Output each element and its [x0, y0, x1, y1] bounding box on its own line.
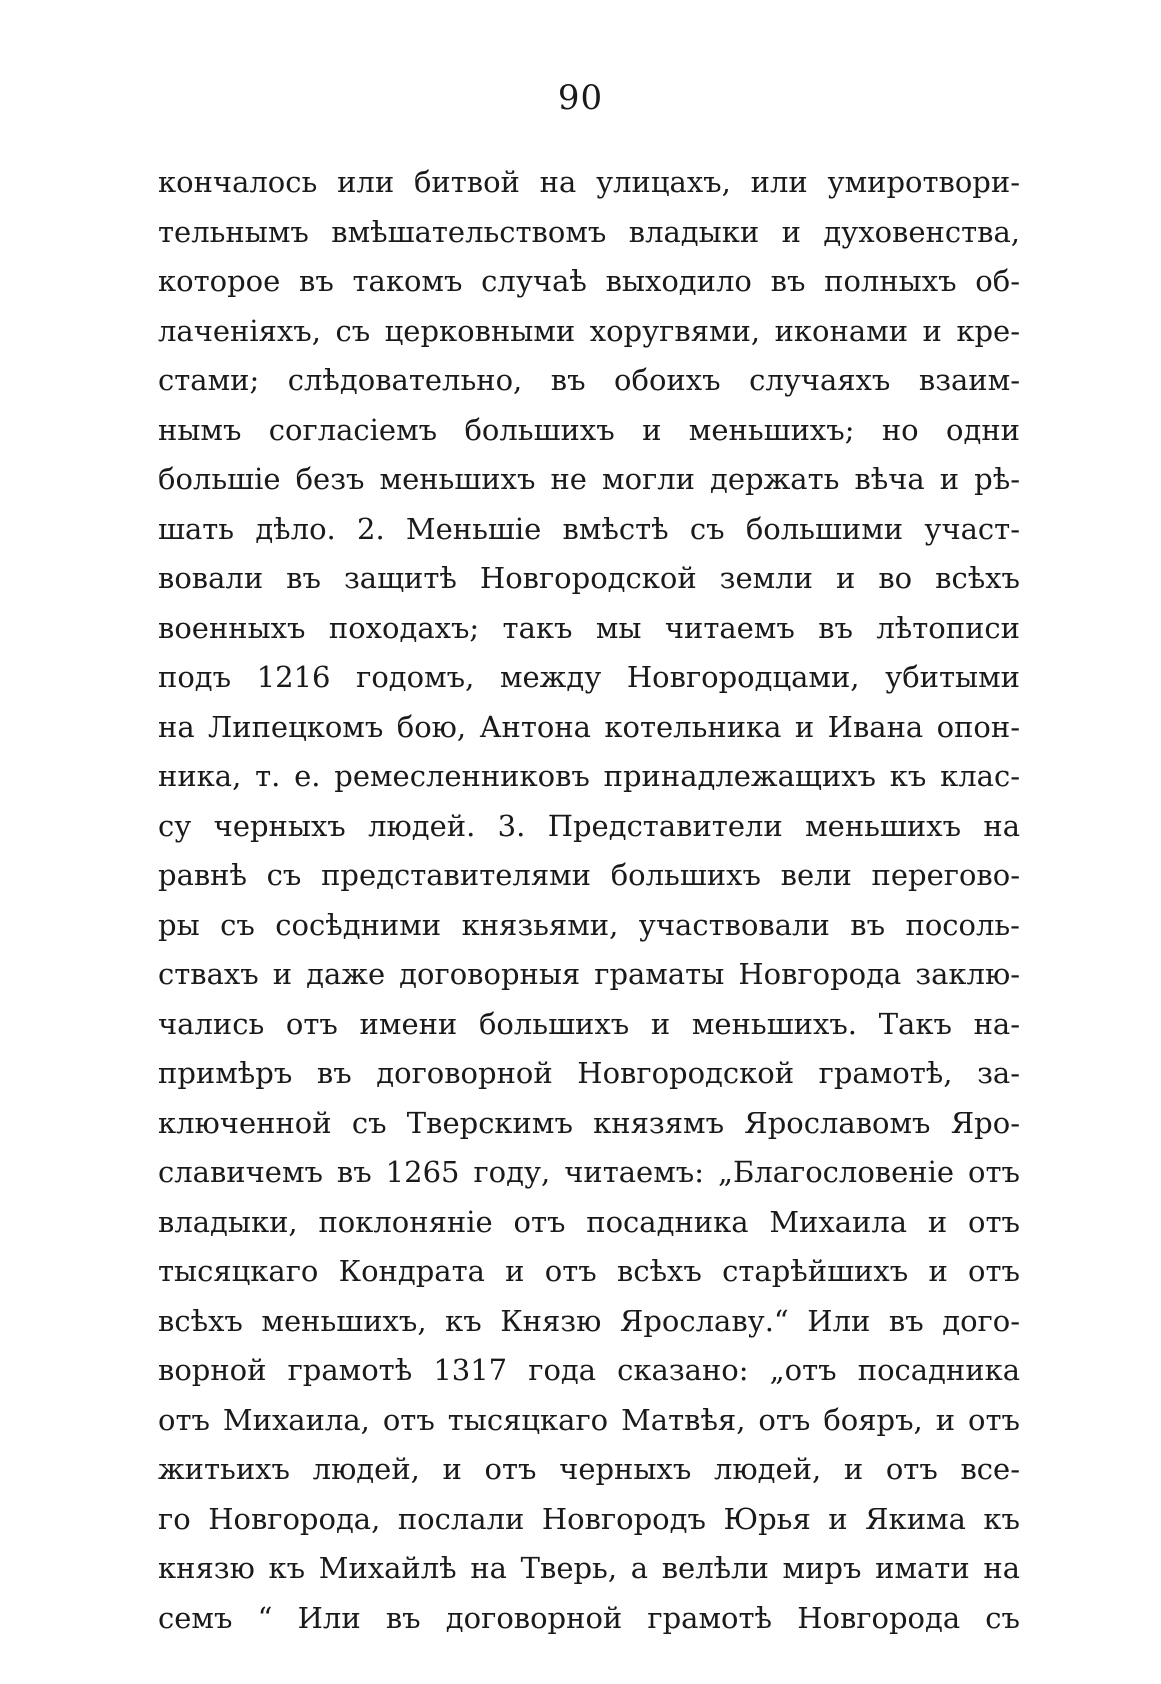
text-line: кончалось или битвой на улицахъ, или умиротвори-: [158, 165, 1020, 199]
text-line: отъ Михаила, отъ тысяцкаго Матвѣя, отъ бояръ, и отъ: [158, 1402, 1020, 1437]
text-line: семъ “ Или въ договорной грамотѣ Новгорода съ: [158, 1600, 1020, 1635]
text-line: лаченiяхъ, съ церковными хоругвями, иконами и кре-: [158, 313, 1020, 348]
text-line: житьихъ людей, и отъ черныхъ людей, и отъ все-: [158, 1452, 1020, 1486]
text-line: владыки, поклонянiе отъ посадника Михаила и отъ: [158, 1204, 1020, 1239]
text-line: го Новгорода, послали Новгородъ Юрья и Якима къ: [158, 1501, 1020, 1536]
text-line: ры съ сосѣдними князьями, участвовали въ посоль-: [158, 907, 1020, 942]
body-text: [158, 158, 1020, 1643]
text-line: на Липецкомъ бою, Антона котельника и Ивана опон-: [158, 709, 1020, 744]
text-line: которое въ такомъ случаѣ выходило въ полныхъ об-: [158, 264, 1020, 298]
text-line: примѣръ въ договорной Новгородской грамотѣ, за-: [158, 1056, 1020, 1090]
text-line: стами; слѣдовательно, въ обоихъ случаяхъ взаим-: [158, 363, 1020, 397]
text-line: большiе безъ меньшихъ не могли держать вѣча и рѣ-: [158, 462, 1020, 496]
text-line: ника, т. е. ремесленниковъ принадлежащихъ къ клас-: [158, 759, 1020, 793]
text-line: тельнымъ вмѣшательствомъ владыки и духовенства,: [158, 214, 1020, 249]
text-line: князю къ Михайлѣ на Тверь, а велѣли миръ имати на: [158, 1551, 1020, 1585]
text-line: тысяцкаго Кондрата и отъ всѣхъ старѣйшихъ и отъ: [158, 1254, 1020, 1288]
text-line: всѣхъ меньшихъ, къ Князю Ярославу.“ Или въ дого-: [158, 1303, 1020, 1338]
text-line: су черныхъ людей. 3. Представители меньшихъ на: [158, 808, 1020, 843]
text-line: подъ 1216 годомъ, между Новгородцами, убитыми: [158, 660, 1020, 694]
text-line: шать дѣло. 2. Меньшiе вмѣстѣ съ большими участ-: [158, 511, 1020, 546]
text-line: чались отъ имени большихъ и меньшихъ. Такъ на-: [158, 1006, 1020, 1041]
text-line: вовали въ защитѣ Новгородской земли и во всѣхъ: [158, 561, 1020, 595]
page-number: 90: [557, 78, 604, 118]
text-line: ключенной съ Тверскимъ князямъ Ярославомъ Яро-: [158, 1105, 1020, 1140]
text-line: равнѣ съ представителями большихъ вели перегово-: [158, 858, 1020, 892]
text-line: ворной грамотѣ 1317 года сказано: „отъ посадника: [158, 1353, 1020, 1387]
text-line: нымъ согласiемъ большихъ и меньшихъ; но одни: [158, 412, 1020, 447]
text-line: ствахъ и даже договорныя граматы Новгорода заклю-: [158, 957, 1020, 991]
text-line: военныхъ походахъ; такъ мы читаемъ въ лѣтописи: [158, 610, 1020, 645]
text-line: славичемъ въ 1265 году, читаемъ: „Благословенiе отъ: [158, 1155, 1020, 1189]
